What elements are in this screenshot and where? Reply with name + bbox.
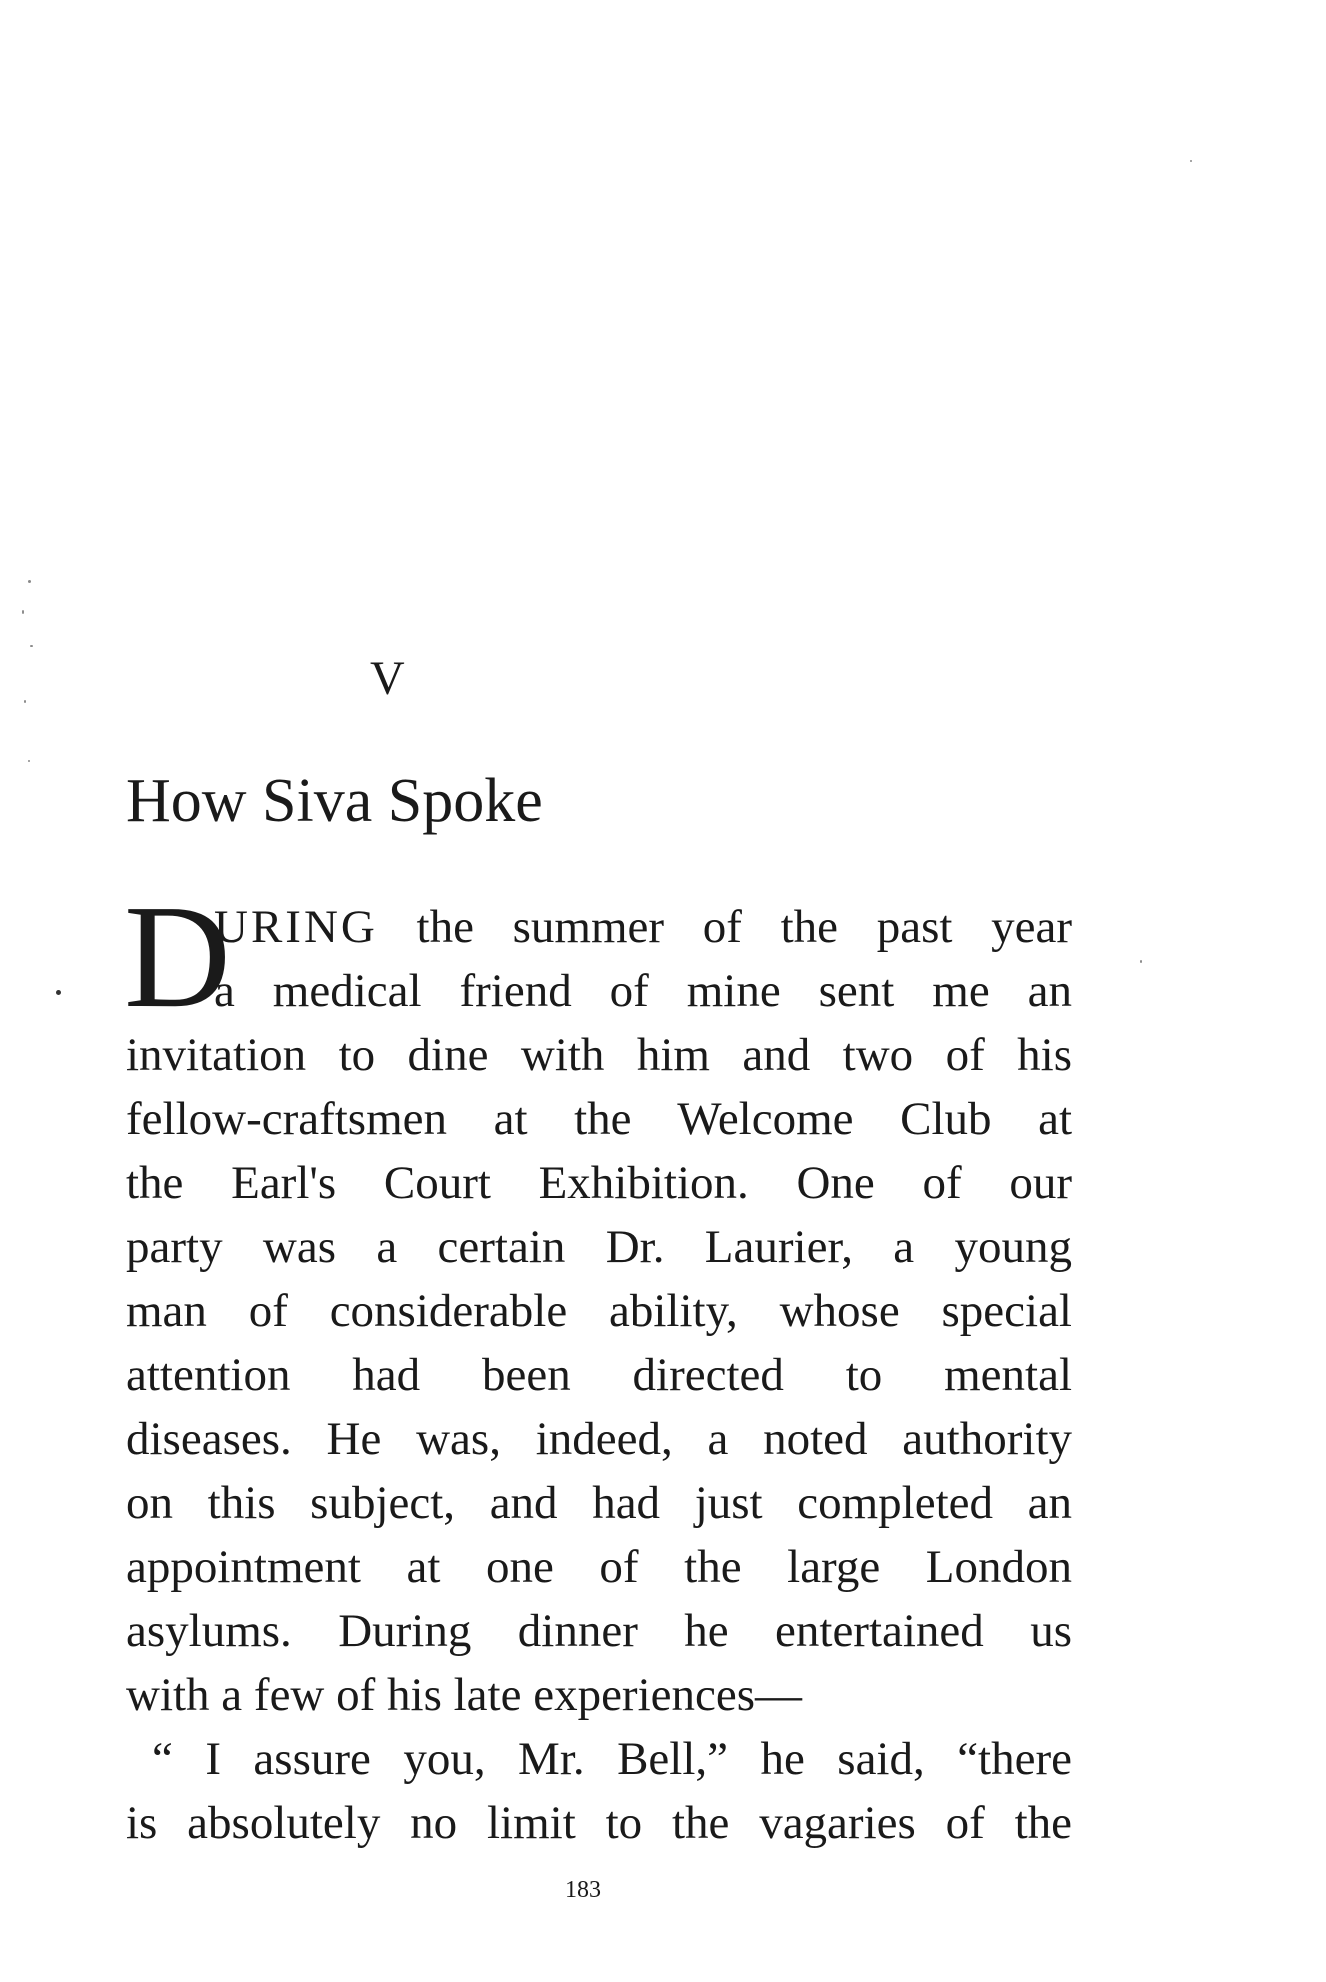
text-line: “ I assure you, Mr. Bell,” he said, “there <box>152 1733 1072 1785</box>
margin-speck <box>1190 160 1192 162</box>
text-line: diseases. He was, indeed, a noted authority <box>126 1413 1072 1465</box>
margin-speck <box>30 645 33 647</box>
text-line: attention had been directed to mental <box>126 1349 1072 1401</box>
text-line: invitation to dine with him and two of his <box>126 1029 1072 1081</box>
margin-speck <box>22 610 24 614</box>
margin-speck <box>24 700 26 703</box>
text-line: man of considerable ability, whose special <box>126 1285 1072 1337</box>
text-line: is absolutely no limit to the vagaries of the <box>126 1797 1072 1849</box>
margin-speck <box>28 580 31 583</box>
chapter-title: How Siva Spoke <box>126 767 543 835</box>
body-text <box>124 875 1072 1855</box>
text-line: the Earl's Court Exhibition. One of our <box>126 1157 1072 1209</box>
margin-speck <box>1140 960 1142 963</box>
text-line: on this subject, and had just completed an <box>126 1477 1072 1529</box>
text-line: with a few of his late experiences— <box>126 1669 803 1721</box>
text-line: asylums. During dinner he entertained us <box>126 1605 1072 1657</box>
text-line <box>126 895 1072 959</box>
text-line: party was a certain Dr. Laurier, a young <box>126 1221 1072 1273</box>
opening-line-rest: the summer of the past year <box>377 901 1072 953</box>
drop-cap: D <box>124 875 231 1039</box>
text-line: appointment at one of the large London <box>126 1541 1072 1593</box>
text-line: a medical friend of mine sent me an <box>214 965 1072 1017</box>
margin-speck <box>56 990 61 995</box>
text-line: fellow-craftsmen at the Welcome Club at <box>126 1093 1072 1145</box>
margin-speck <box>28 760 30 762</box>
page-number: 183 <box>565 1877 601 1903</box>
chapter-number: V <box>370 652 406 705</box>
opening-small-caps: URING <box>214 901 378 953</box>
